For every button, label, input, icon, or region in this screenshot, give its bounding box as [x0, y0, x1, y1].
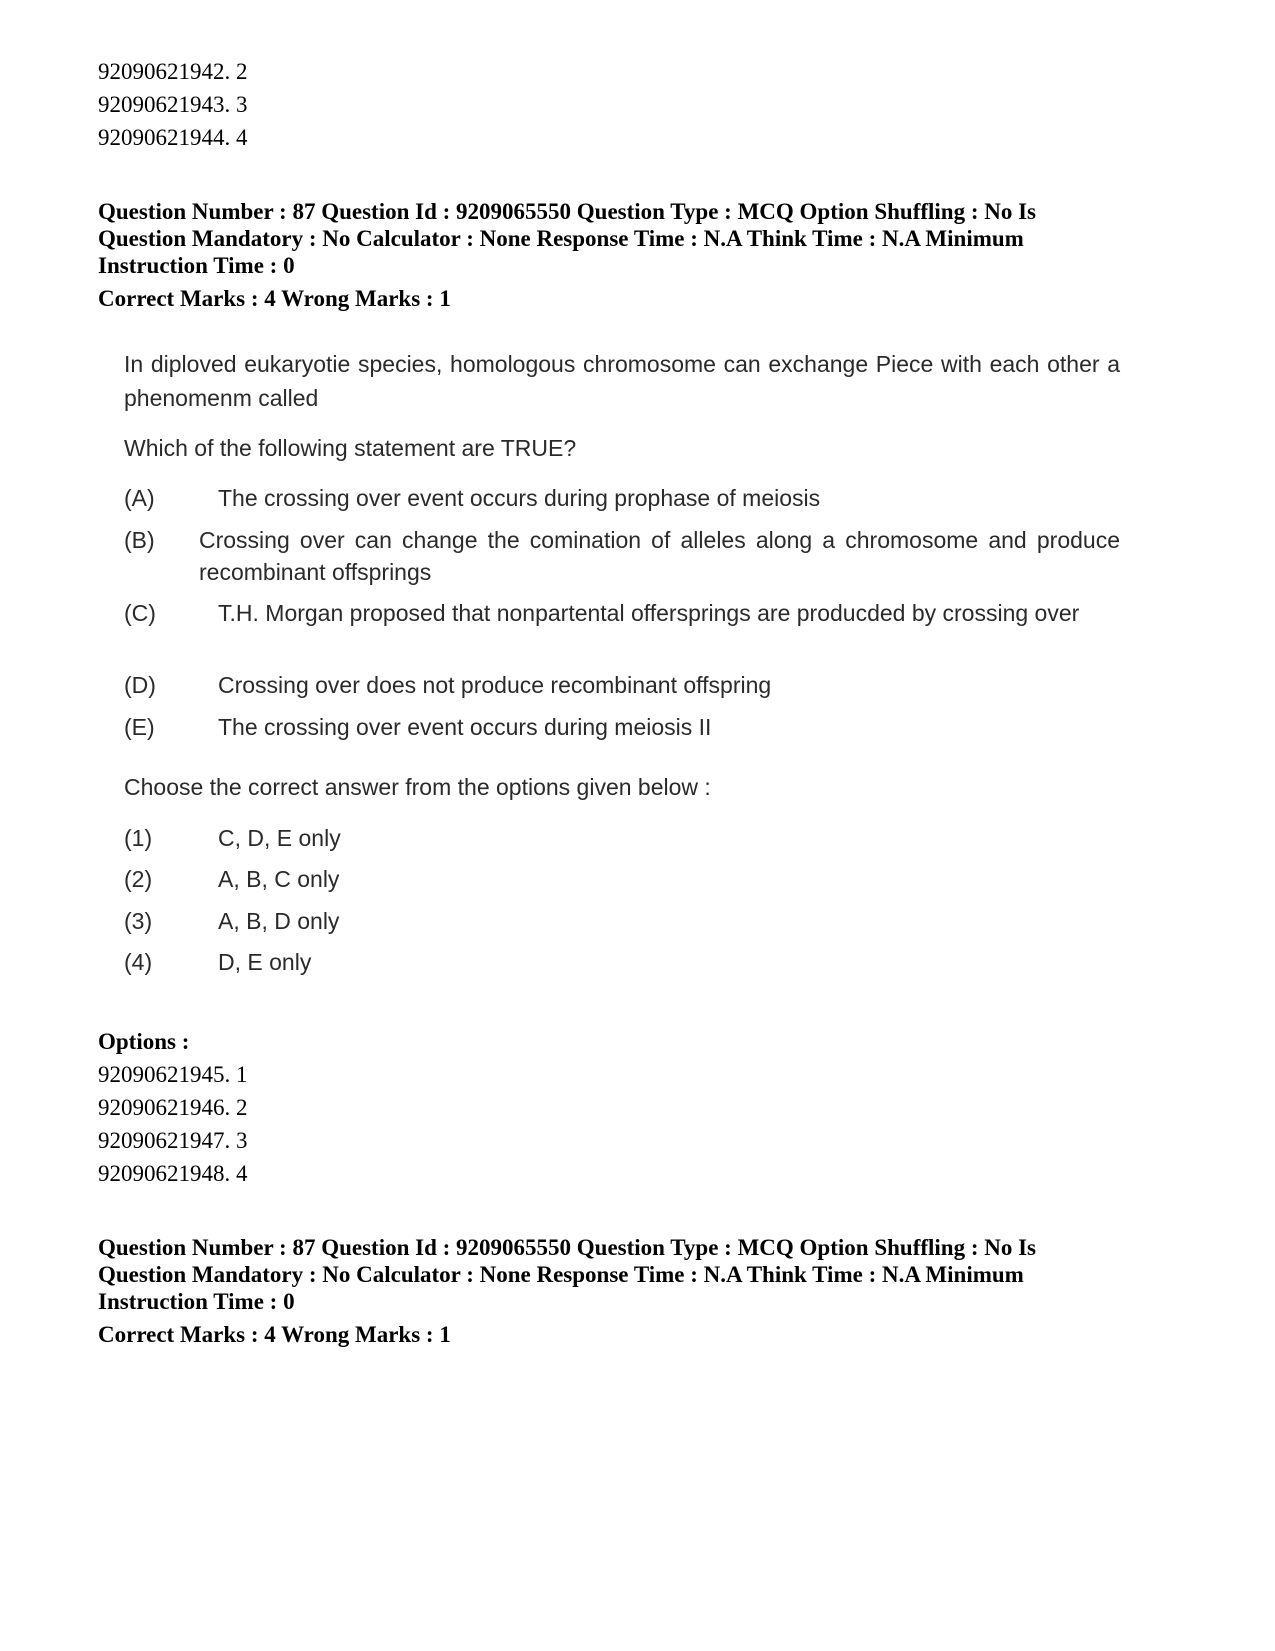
choice-text: D, E only — [218, 949, 312, 975]
question-meta-line: Instruction Time : 0 — [98, 1289, 295, 1314]
question-meta-line: Question Number : 87 Question Id : 9209065550 Question Type : MCQ Option Shuffling : No Is — [98, 1235, 1037, 1260]
statement-label: (B) — [124, 527, 155, 553]
choice-label: (4) — [124, 949, 153, 975]
choice-label: (2) — [124, 866, 153, 892]
question-marks: Correct Marks : 4 Wrong Marks : 1 — [98, 1322, 451, 1347]
choice-text: A, B, D only — [218, 908, 340, 934]
question-meta-line: Question Mandatory : No Calculator : None Response Time : N.A Think Time : N.A Minimum — [98, 226, 1024, 251]
statement-text: Crossing over can change the comination of alleles along a chromosome and produce recombinant offsprings — [199, 527, 1120, 585]
statement-text: Crossing over does not produce recombinant offspring — [218, 672, 772, 698]
option-line: 92090621948. 4 — [98, 1161, 248, 1186]
options-heading: Options : — [98, 1029, 190, 1054]
option-line: 92090621947. 3 — [98, 1128, 248, 1153]
statement-label: (A) — [124, 485, 155, 511]
choice-label: (1) — [124, 825, 153, 851]
prev-option-line: 92090621944. 4 — [98, 125, 248, 150]
question-meta-line: Instruction Time : 0 — [98, 253, 295, 278]
statement-label: (C) — [124, 600, 156, 626]
statement-label: (D) — [124, 672, 156, 698]
choice-text: A, B, C only — [218, 866, 340, 892]
option-line: 92090621945. 1 — [98, 1062, 248, 1087]
option-line: 92090621946. 2 — [98, 1095, 248, 1120]
question-meta-line: Question Mandatory : No Calculator : None Response Time : N.A Think Time : N.A Minimum — [98, 1262, 1024, 1287]
prev-option-line: 92090621942. 2 — [98, 59, 248, 84]
question-stem: In diploved eukaryotie species, homologous chromosome can exchange Piece with each other a phenomenm called — [124, 351, 1120, 411]
question-meta-line: Question Number : 87 Question Id : 9209065550 Question Type : MCQ Option Shuffling : No Is — [98, 199, 1037, 224]
choice-text: C, D, E only — [218, 825, 341, 851]
statement-label: (E) — [124, 714, 155, 740]
statement-text: T.H. Morgan proposed that nonpartental offersprings are producded by crossing over — [218, 600, 1080, 626]
question-prompt: Which of the following statement are TRUE? — [124, 435, 577, 461]
question-body — [124, 347, 1120, 1012]
statement-text: The crossing over event occurs during meiosis II — [218, 714, 712, 740]
question-marks: Correct Marks : 4 Wrong Marks : 1 — [98, 286, 451, 311]
statement-text: The crossing over event occurs during prophase of meiosis — [218, 485, 821, 511]
choose-instruction: Choose the correct answer from the options given below : — [124, 774, 711, 800]
prev-option-line: 92090621943. 3 — [98, 92, 248, 117]
choice-label: (3) — [124, 908, 153, 934]
